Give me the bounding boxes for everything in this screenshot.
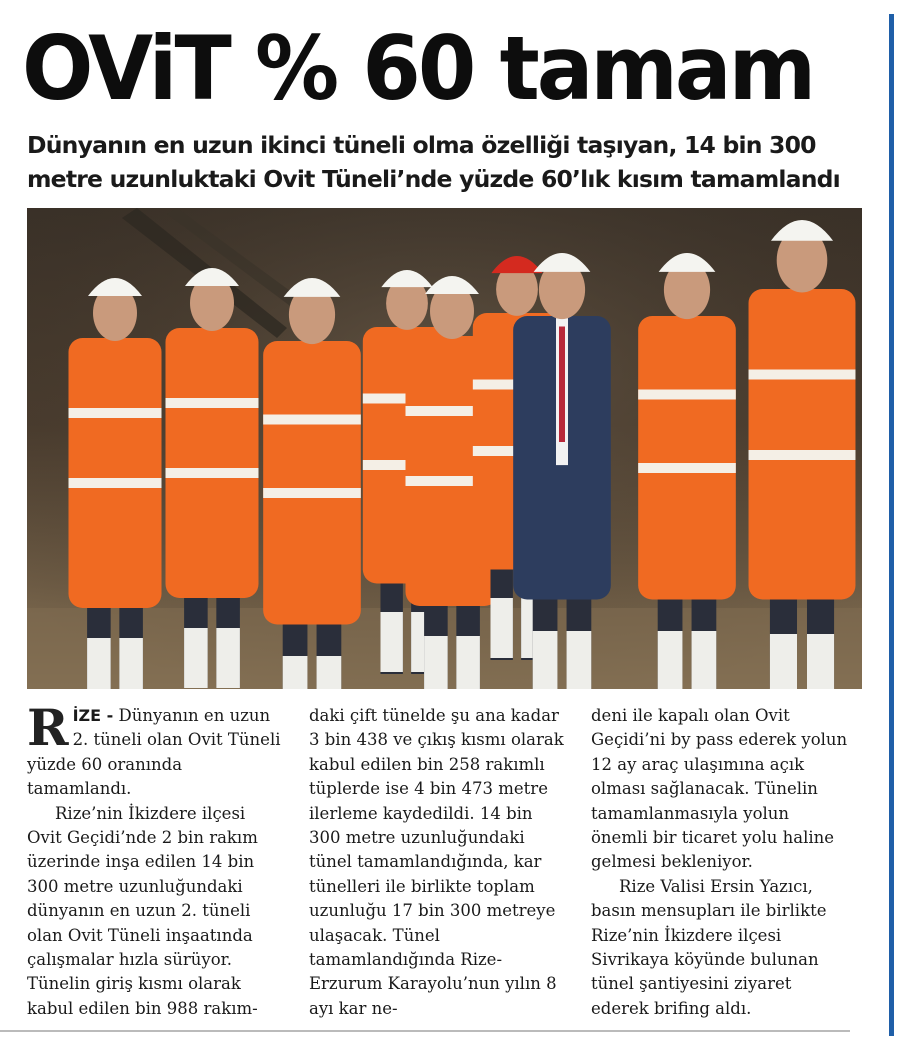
reflective-stripe: [263, 415, 361, 425]
person-boot: [456, 636, 480, 689]
article-paragraph: [27, 698, 285, 802]
person-boot: [317, 656, 342, 689]
person-boot: [567, 631, 592, 689]
tie: [559, 327, 565, 443]
reflective-stripe: [638, 390, 736, 400]
person-boot: [283, 656, 308, 689]
person-boot: [424, 636, 448, 689]
person-boot: [490, 598, 512, 658]
person-boot: [119, 638, 143, 689]
dropcap: R: [27, 698, 69, 757]
person-boot: [658, 631, 683, 689]
tunnel-group-photo: [27, 208, 862, 689]
bottom-rule: [0, 1030, 850, 1032]
article-paragraph: Rize Valisi Ersin Yazıcı, basın mensupları ile birlikte Rize’nin İkizdere ilçesi Sivrikaya köyünde bulunan tünel şantiyesini ziyaret ederek brifing aldı.: [591, 876, 827, 1018]
person-boot: [380, 612, 402, 672]
person-boot: [533, 631, 558, 689]
reflective-stripe: [166, 398, 259, 408]
article-column-2: [309, 704, 567, 1026]
headline: OViT % 60 tamam: [22, 17, 814, 121]
person-torso: [749, 289, 856, 600]
subheadline-line-2: metre uzunluktaki Ovit Tüneli’nde yüzde 60’lık kısım tamamlandı: [27, 165, 840, 193]
person-boot: [216, 628, 240, 688]
person-boot: [87, 638, 111, 689]
person-boot: [770, 634, 797, 689]
article-text: Dünyanın en uzun 2. tüneli olan Ovit Tüneli yüzde 60 oranında tamamlandı.: [27, 706, 281, 799]
side-rule: [889, 14, 894, 1036]
article-paragraph: daki çift tünelde şu ana kadar 3 bin 438 ve çıkış kısmı olarak kabul edilen bin 258 rakımlı tüplerde ise 4 bin 473 metre ilerleme kaydedildi. 14 bin 300 metre uzunluğundaki tünel tamamlandığında, kar tünelleri ile birlikte toplam uzunluğu 17 bin 300 metreye ulaşacak. Tünel tamamlandığında Rize-Erzurum Karayolu’nun yılın 8 ayı kar ne-: [309, 706, 564, 1018]
article-body: [27, 698, 853, 1026]
person-torso: [263, 341, 361, 625]
subheadline-line-1: Dünyanın en uzun ikinci tüneli olma özelliği taşıyan, 14 bin 300: [27, 131, 816, 159]
reflective-stripe: [638, 463, 736, 473]
reflective-stripe: [749, 450, 856, 460]
person-boot: [184, 628, 208, 688]
photo-illustration: [27, 208, 862, 689]
reflective-stripe: [263, 488, 361, 498]
reflective-stripe: [69, 408, 162, 418]
reflective-stripe: [749, 370, 856, 380]
reflective-stripe: [166, 468, 259, 478]
person-torso: [166, 328, 259, 598]
article-column-3: [591, 704, 849, 1026]
article-paragraph: deni ile kapalı olan Ovit Geçidi’ni by pass ederek yolun 12 ay araç ulaşımına açık olması sağlanacak. Tünelin tamamlanmasıyla yolun önemli bir ticaret yolu haline gelmesi bekleniyor.: [591, 706, 848, 872]
reflective-stripe: [69, 478, 162, 488]
person-torso: [638, 316, 736, 600]
person-boot: [807, 634, 834, 689]
dateline: İZE -: [72, 706, 114, 725]
person-torso: [69, 338, 162, 608]
subheadline: [27, 128, 877, 196]
article-paragraph: Rize’nin İkizdere ilçesi Ovit Geçidi’nde 2 bin rakım üzerinde inşa edilen 14 bin 300 metre uzunluğundaki dünyanın en uzun 2. tüneli olan Ovit Tüneli inşaatında çalışmalar hızla sürüyor. Tünelin giriş kısmı olarak kabul edilen bin 988 rakım-: [27, 803, 258, 1018]
person-boot: [692, 631, 717, 689]
article-column-1: [27, 698, 285, 1026]
